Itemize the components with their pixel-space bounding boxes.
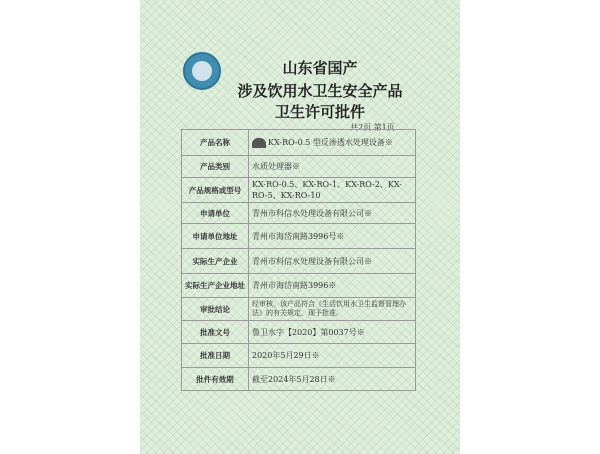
row-label: 申请单位地址 [182,224,249,249]
row-label: 产品规格或型号 [182,178,249,203]
row-value: 青州市海岱南路3996号※ [249,224,416,249]
row-label: 产品类别 [182,156,249,178]
row-label: 批准日期 [182,344,249,368]
permit-table [181,129,416,391]
table-row [182,298,416,321]
table-row [182,368,416,391]
row-value: 青州市科信水处理设备有限公司※ [249,249,416,274]
row-label: 批准文号 [182,321,249,344]
table-row [182,130,416,156]
table-row [182,249,416,274]
row-label: 实际生产企业 [182,249,249,274]
row-value: 2020年5月29日※ [249,344,416,368]
page-indicator: 共2页 第1页 [350,123,395,132]
row-value: 青州市科信水处理设备有限公司※ [249,203,416,224]
table-row [182,224,416,249]
row-label: 申请单位 [182,203,249,224]
row-value: 截至2024年5月28日※ [249,368,416,391]
row-value [249,130,416,156]
row-value: 经审核，该产品符合《生活饮用水卫生监督管理办法》的有关规定，现予批准。 [249,298,416,321]
row-value: 水质处理器※ [249,156,416,178]
row-value: 青州市海岱南路3996※ [249,274,416,298]
title-line-2: 涉及饮用水卫生安全产品 [237,82,403,100]
table-row [182,156,416,178]
row-label: 产品名称 [182,130,249,156]
product-name: KX-RO-0.5 型反渗透水处理设备※ [268,138,393,147]
row-label: 实际生产企业地址 [182,274,249,298]
table-row [182,203,416,224]
brand-logo-icon [252,138,266,148]
table-row [182,178,416,203]
row-value: KX-RO-0.5、KX-RO-1、KX-RO-2、KX-RO-5、KX-RO-10 [249,178,416,203]
title-line-3: 卫生许可批件 [274,103,365,121]
row-value: 鲁卫水字【2020】第0037号※ [249,321,416,344]
table-row [182,274,416,298]
row-label: 审批结论 [182,298,249,321]
table-row [182,321,416,344]
row-label: 批件有效期 [182,368,249,391]
title-line-1: 山东省国产 [282,59,358,77]
table-row [182,344,416,368]
